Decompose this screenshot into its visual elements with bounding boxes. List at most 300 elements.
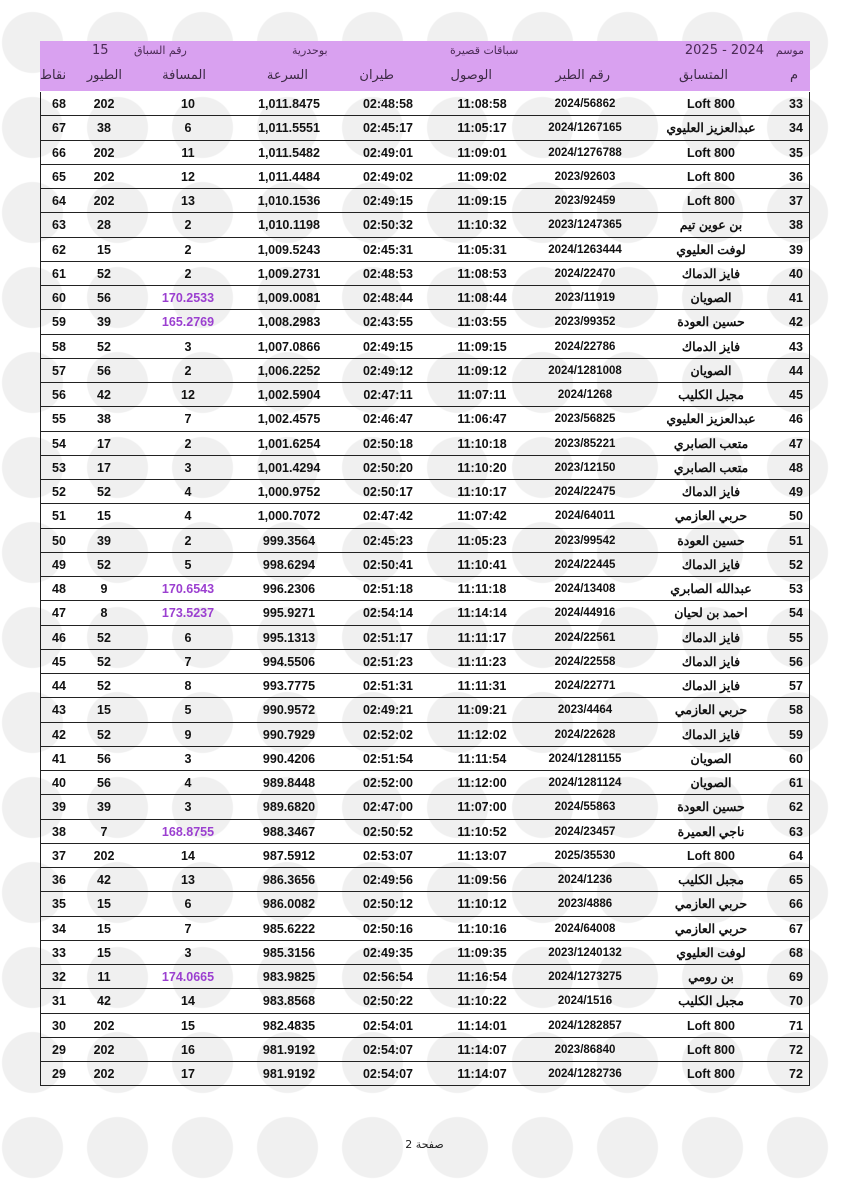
competitor-cell: فايز الدماك [681,630,741,645]
index-cell: 48 [789,460,803,475]
flight-time-cell: 02:49:21 [362,703,414,718]
table-row [40,165,810,189]
arrival-cell: 11:10:18 [457,436,507,451]
birds-cell: 52 [97,679,111,693]
flight-time-cell: 02:49:02 [362,169,414,184]
points-cell: 58 [52,339,66,354]
ring-number-cell: 2024/55863 [554,801,616,814]
arrival-cell: 11:10:16 [457,921,507,936]
flight-time-cell: 02:50:16 [362,921,414,936]
competitor-cell: Loft 800 [687,848,735,863]
birds-cell: 39 [97,315,111,330]
flight-time-cell: 02:51:54 [362,751,414,766]
competitor-cell: حسين العودة [677,315,745,330]
distance-cell: 5 [184,557,192,572]
distance-cell: 6 [184,121,192,136]
col-birds: الطيور [86,68,122,83]
arrival-cell: 11:16:54 [457,970,507,984]
points-cell: 48 [52,582,66,596]
index-cell: 51 [789,533,803,548]
birds-cell: 202 [93,194,115,208]
arrival-cell: 11:10:20 [457,460,507,475]
competitor-cell: حربي العازمي [674,921,748,936]
col-points: نقاط [40,68,67,83]
arrival-cell: 11:10:12 [457,897,507,912]
ring-number-cell: 2024/1282857 [548,1019,622,1032]
ring-number-cell: 2023/1247365 [548,219,622,232]
distance-cell: 3 [184,460,192,475]
ring-number-cell: 2023/12150 [554,461,616,474]
index-cell: 59 [789,727,803,742]
col-flight: طيران [359,68,394,83]
birds-cell: 15 [97,945,111,960]
index-cell: 54 [789,606,803,621]
points-cell: 59 [52,315,66,330]
birds-cell: 52 [97,654,111,669]
index-cell: 46 [789,412,803,427]
competitor-cell: فايز الدماك [681,679,741,693]
arrival-cell: 11:11:18 [457,582,507,596]
arrival-cell: 11:10:41 [457,557,507,572]
ring-number-cell: 2024/22561 [554,631,616,644]
speed-cell: 1,009.2731 [257,266,321,281]
index-cell: 36 [789,169,803,184]
birds-cell: 52 [97,630,111,645]
points-cell: 45 [52,654,66,669]
flight-time-cell: 02:51:17 [362,630,414,645]
competitor-cell: فايز الدماك [681,727,741,742]
competitor-cell: Loft 800 [687,97,735,111]
points-cell: 42 [52,727,66,742]
flight-time-cell: 02:48:58 [362,97,414,111]
index-cell: 69 [789,970,803,984]
table-row [40,601,810,625]
distance-cell: 2 [184,436,192,451]
col-ring: رقم الطير [555,68,610,83]
points-cell: 38 [52,824,66,839]
index-cell: 72 [789,1042,803,1057]
arrival-cell: 11:12:02 [457,727,507,742]
speed-cell: 1,001.6254 [257,436,321,451]
arrival-cell: 11:14:14 [457,606,507,621]
distance-cell: 170.6543 [161,582,215,596]
arrival-cell: 11:14:01 [457,1018,507,1033]
competitor-cell: Loft 800 [687,194,735,208]
flight-time-cell: 02:52:00 [362,776,414,790]
index-cell: 58 [789,703,803,718]
arrival-cell: 11:09:56 [457,873,507,887]
ring-number-cell: 2024/22771 [554,680,616,692]
table-row [40,189,810,213]
birds-cell: 15 [97,921,111,936]
competitor-cell: Loft 800 [687,1042,735,1057]
ring-number-cell: 2024/1267165 [548,122,622,135]
table-row [40,989,810,1013]
table-row [40,286,810,310]
table-row [40,92,810,116]
ring-number-cell: 2023/99352 [554,316,616,329]
race-number-label: رقم السباق [134,44,187,57]
birds-cell: 52 [97,727,111,742]
ring-number-cell: 2024/1516 [557,995,613,1008]
points-cell: 55 [52,412,66,427]
flight-time-cell: 02:45:23 [362,533,414,548]
ring-number-cell: 2024/1276788 [548,146,622,159]
points-cell: 41 [52,751,66,766]
speed-cell: 995.1313 [262,630,316,645]
birds-cell: 17 [97,436,111,451]
birds-cell: 202 [93,1018,115,1033]
distance-cell: 10 [181,97,195,111]
table-row [40,504,810,528]
competitor-cell: الصويان [690,776,732,790]
table-row [40,747,810,771]
ring-number-cell: 2024/64011 [554,510,616,523]
arrival-cell: 11:10:52 [457,824,507,839]
arrival-cell: 11:10:32 [457,218,507,233]
col-arrival: الوصول [450,68,492,83]
competitor-cell: مجبل الكليب [678,873,744,887]
table-row [40,795,810,819]
table-row [40,820,810,844]
distance-cell: 17 [181,1067,195,1081]
distance-cell: 4 [184,509,192,524]
birds-cell: 15 [97,242,111,257]
flight-time-cell: 02:50:22 [362,994,414,1009]
competitor-cell: فايز الدماك [681,485,741,499]
arrival-cell: 11:10:22 [457,994,507,1009]
table-row [40,383,810,407]
results-table [40,92,810,1086]
points-cell: 65 [52,169,66,184]
ring-number-cell: 2023/4886 [557,898,613,911]
birds-cell: 7 [100,824,108,839]
arrival-cell: 11:06:47 [457,412,507,427]
speed-cell: 1,009.5243 [257,242,321,257]
birds-cell: 8 [100,606,108,621]
arrival-cell: 11:08:53 [457,266,507,281]
flight-time-cell: 02:45:17 [362,121,414,136]
birds-cell: 202 [93,848,115,863]
table-row [40,698,810,722]
flight-time-cell: 02:56:54 [362,970,414,984]
table-row [40,116,810,140]
flight-time-cell: 02:52:02 [362,727,414,742]
index-cell: 33 [789,97,803,111]
flight-time-cell: 02:54:07 [362,1042,414,1057]
birds-cell: 17 [97,460,111,475]
arrival-cell: 11:07:42 [457,509,507,524]
arrival-cell: 11:09:21 [457,703,507,718]
flight-time-cell: 02:49:01 [362,145,414,160]
table-row [40,674,810,698]
birds-cell: 56 [97,751,111,766]
birds-cell: 42 [97,388,111,402]
ring-number-cell: 2023/56825 [554,413,616,426]
birds-cell: 56 [97,291,111,305]
distance-cell: 2 [184,242,192,257]
index-cell: 62 [789,800,803,815]
distance-cell: 3 [184,800,192,815]
competitor-cell: فايز الدماك [681,339,741,354]
arrival-cell: 11:05:17 [457,121,507,136]
points-cell: 62 [52,242,66,257]
distance-cell: 168.8755 [161,824,215,839]
index-cell: 64 [789,848,803,863]
ring-number-cell: 2023/85221 [554,437,616,450]
speed-cell: 990.4206 [262,751,316,766]
birds-cell: 202 [93,1067,115,1081]
index-cell: 49 [789,485,803,499]
ring-number-cell: 2024/1236 [557,874,613,886]
arrival-cell: 11:11:54 [457,751,507,766]
points-cell: 51 [52,509,66,524]
distance-cell: 3 [184,339,192,354]
ring-number-cell: 2025/35530 [554,849,616,862]
arrival-cell: 11:08:58 [457,97,507,111]
flight-time-cell: 02:47:11 [363,388,413,402]
birds-cell: 38 [97,121,111,136]
competitor-cell: فايز الدماك [681,557,741,572]
birds-cell: 9 [100,582,108,596]
birds-cell: 15 [97,897,111,912]
table-row [40,844,810,868]
ring-number-cell: 2023/1240132 [548,946,622,959]
index-cell: 39 [789,242,803,257]
competitor-cell: Loft 800 [687,1018,735,1033]
points-cell: 63 [52,218,66,233]
distance-cell: 12 [181,169,195,184]
competitor-cell: الصويان [690,291,732,305]
ring-number-cell: 2024/22470 [554,267,616,280]
index-cell: 56 [789,654,803,669]
birds-cell: 39 [97,800,111,815]
flight-time-cell: 02:53:07 [362,848,414,863]
arrival-cell: 11:07:11 [457,388,507,402]
competitor-cell: مجبل الكليب [678,994,744,1009]
distance-cell: 4 [184,776,192,790]
competitor-cell: احمد بن لحيان [674,606,748,621]
distance-cell: 16 [181,1042,195,1057]
points-cell: 34 [52,921,66,936]
competitor-cell: Loft 800 [687,145,735,160]
speed-cell: 989.8448 [262,776,316,790]
index-cell: 43 [789,339,803,354]
ring-number-cell: 2024/1263444 [548,243,622,256]
competitor-cell: عبدالعزيز العليوي [666,412,756,427]
points-cell: 60 [52,291,66,305]
ring-number-cell: 2023/4464 [557,704,613,717]
speed-cell: 986.3656 [262,873,316,887]
competitor-cell: لوفت العليوي [676,242,746,257]
index-cell: 66 [789,897,803,912]
table-row [40,626,810,650]
competitor-cell: بن رومي [688,970,734,984]
ring-number-cell: 2023/99542 [554,534,616,547]
distance-cell: 14 [181,994,195,1009]
distance-cell: 4 [184,485,192,499]
index-cell: 35 [789,145,803,160]
col-speed: السرعة [266,68,308,83]
points-cell: 57 [52,363,66,378]
speed-cell: 1,006.2252 [257,363,321,378]
arrival-cell: 11:11:17 [457,630,507,645]
flight-time-cell: 02:45:31 [362,242,414,257]
speed-cell: 995.9271 [262,606,316,621]
points-cell: 44 [52,679,66,693]
flight-time-cell: 02:51:18 [362,582,414,596]
speed-cell: 985.6222 [262,921,316,936]
flight-time-cell: 02:54:07 [362,1067,414,1081]
flight-time-cell: 02:49:56 [362,873,414,887]
index-cell: 45 [789,388,803,402]
table-row [40,359,810,383]
competitor-cell: لوفت العليوي [676,945,746,960]
birds-cell: 11 [97,970,111,984]
arrival-cell: 11:14:07 [457,1042,507,1057]
competitor-cell: بن عوين تيم [679,218,743,233]
arrival-cell: 11:13:07 [457,848,507,863]
table-row [40,650,810,674]
speed-cell: 986.0082 [262,897,316,912]
birds-cell: 38 [97,412,111,427]
distance-cell: 8 [184,679,192,693]
ring-number-cell: 2024/1281155 [548,752,622,765]
table-row [40,723,810,747]
flight-time-cell: 02:47:42 [362,509,414,524]
speed-cell: 989.6820 [262,800,316,815]
distance-cell: 2 [184,363,192,378]
arrival-cell: 11:09:02 [457,169,507,184]
index-cell: 40 [789,266,803,281]
birds-cell: 42 [97,873,111,887]
index-cell: 53 [789,582,803,596]
speed-cell: 1,011.8475 [258,97,320,111]
ring-number-cell: 2023/92459 [554,195,616,207]
arrival-cell: 11:05:23 [457,533,507,548]
arrival-cell: 11:11:31 [457,679,507,693]
flight-time-cell: 02:50:52 [362,824,414,839]
points-cell: 47 [52,606,66,621]
competitor-cell: الصويان [690,751,732,766]
distance-cell: 6 [184,897,192,912]
competitor-cell: ناجي العميرة [677,824,745,839]
flight-time-cell: 02:50:12 [362,897,414,912]
race-location: بوحدرية [292,44,328,57]
points-cell: 37 [52,848,66,863]
competitor-cell: متعب الصابري [673,460,749,475]
ring-number-cell: 2023/86840 [554,1043,616,1056]
index-cell: 70 [789,994,803,1009]
index-cell: 34 [789,121,803,136]
competitor-cell: حسين العودة [677,533,745,548]
speed-cell: 994.5506 [262,654,316,669]
speed-cell: 1,002.5904 [257,388,321,402]
arrival-cell: 11:08:44 [457,291,507,305]
arrival-cell: 11:09:01 [457,145,507,160]
points-cell: 29 [52,1042,66,1057]
points-cell: 32 [52,970,66,984]
competitor-cell: حسين العودة [677,800,745,815]
distance-cell: 6 [184,630,192,645]
index-cell: 65 [789,873,803,887]
points-cell: 52 [52,485,66,499]
competitor-cell: فايز الدماك [681,266,741,281]
ring-number-cell: 2024/13408 [554,583,616,595]
distance-cell: 13 [181,194,195,208]
flight-time-cell: 02:50:41 [362,557,414,572]
ring-number-cell: 2024/23457 [554,825,616,838]
distance-cell: 5 [184,703,192,718]
points-cell: 67 [52,121,66,136]
ring-number-cell: 2024/56862 [554,98,616,110]
distance-cell: 3 [184,751,192,766]
arrival-cell: 11:09:15 [457,339,507,354]
index-cell: 37 [789,194,803,208]
table-row [40,480,810,504]
col-distance: المسافة [162,68,206,83]
speed-cell: 982.4835 [262,1018,316,1033]
distance-cell: 7 [184,921,192,936]
flight-time-cell: 02:49:15 [362,194,414,208]
table-row [40,771,810,795]
birds-cell: 52 [97,266,111,281]
speed-cell: 988.3467 [262,824,316,839]
birds-cell: 56 [97,363,111,378]
table-row [40,577,810,601]
points-cell: 54 [52,436,66,451]
flight-time-cell: 02:46:47 [362,412,414,427]
birds-cell: 202 [93,97,115,111]
flight-time-cell: 02:50:17 [362,485,414,499]
distance-cell: 3 [184,945,192,960]
distance-cell: 12 [181,388,195,402]
table-row [40,1038,810,1062]
flight-time-cell: 02:50:18 [362,436,414,451]
index-cell: 68 [789,945,803,960]
ring-number-cell: 2024/22475 [554,486,616,498]
distance-cell: 7 [184,654,192,669]
speed-cell: 1,011.5551 [258,121,320,136]
distance-cell: 14 [181,848,195,863]
distance-cell: 165.2769 [161,315,215,330]
table-row [40,868,810,892]
table-row [40,238,810,262]
table-row [40,529,810,553]
speed-cell: 1,000.9752 [257,485,321,499]
flight-time-cell: 02:49:35 [362,945,414,960]
table-row [40,965,810,989]
index-cell: 67 [789,921,803,936]
table-row [40,1014,810,1038]
table-row [40,407,810,431]
distance-cell: 15 [181,1018,195,1033]
points-cell: 56 [52,388,66,402]
birds-cell: 39 [97,533,111,548]
ring-number-cell: 2024/1281008 [548,364,622,377]
points-cell: 40 [52,776,66,790]
flight-time-cell: 02:50:32 [362,218,414,233]
points-cell: 36 [52,873,66,887]
competitor-cell: فايز الدماك [681,654,741,669]
arrival-cell: 11:03:55 [457,315,507,330]
arrival-cell: 11:09:35 [457,945,507,960]
index-cell: 60 [789,751,803,766]
index-cell: 50 [789,509,803,524]
table-row [40,310,810,334]
table-row [40,553,810,577]
competitor-cell: Loft 800 [687,1067,735,1081]
